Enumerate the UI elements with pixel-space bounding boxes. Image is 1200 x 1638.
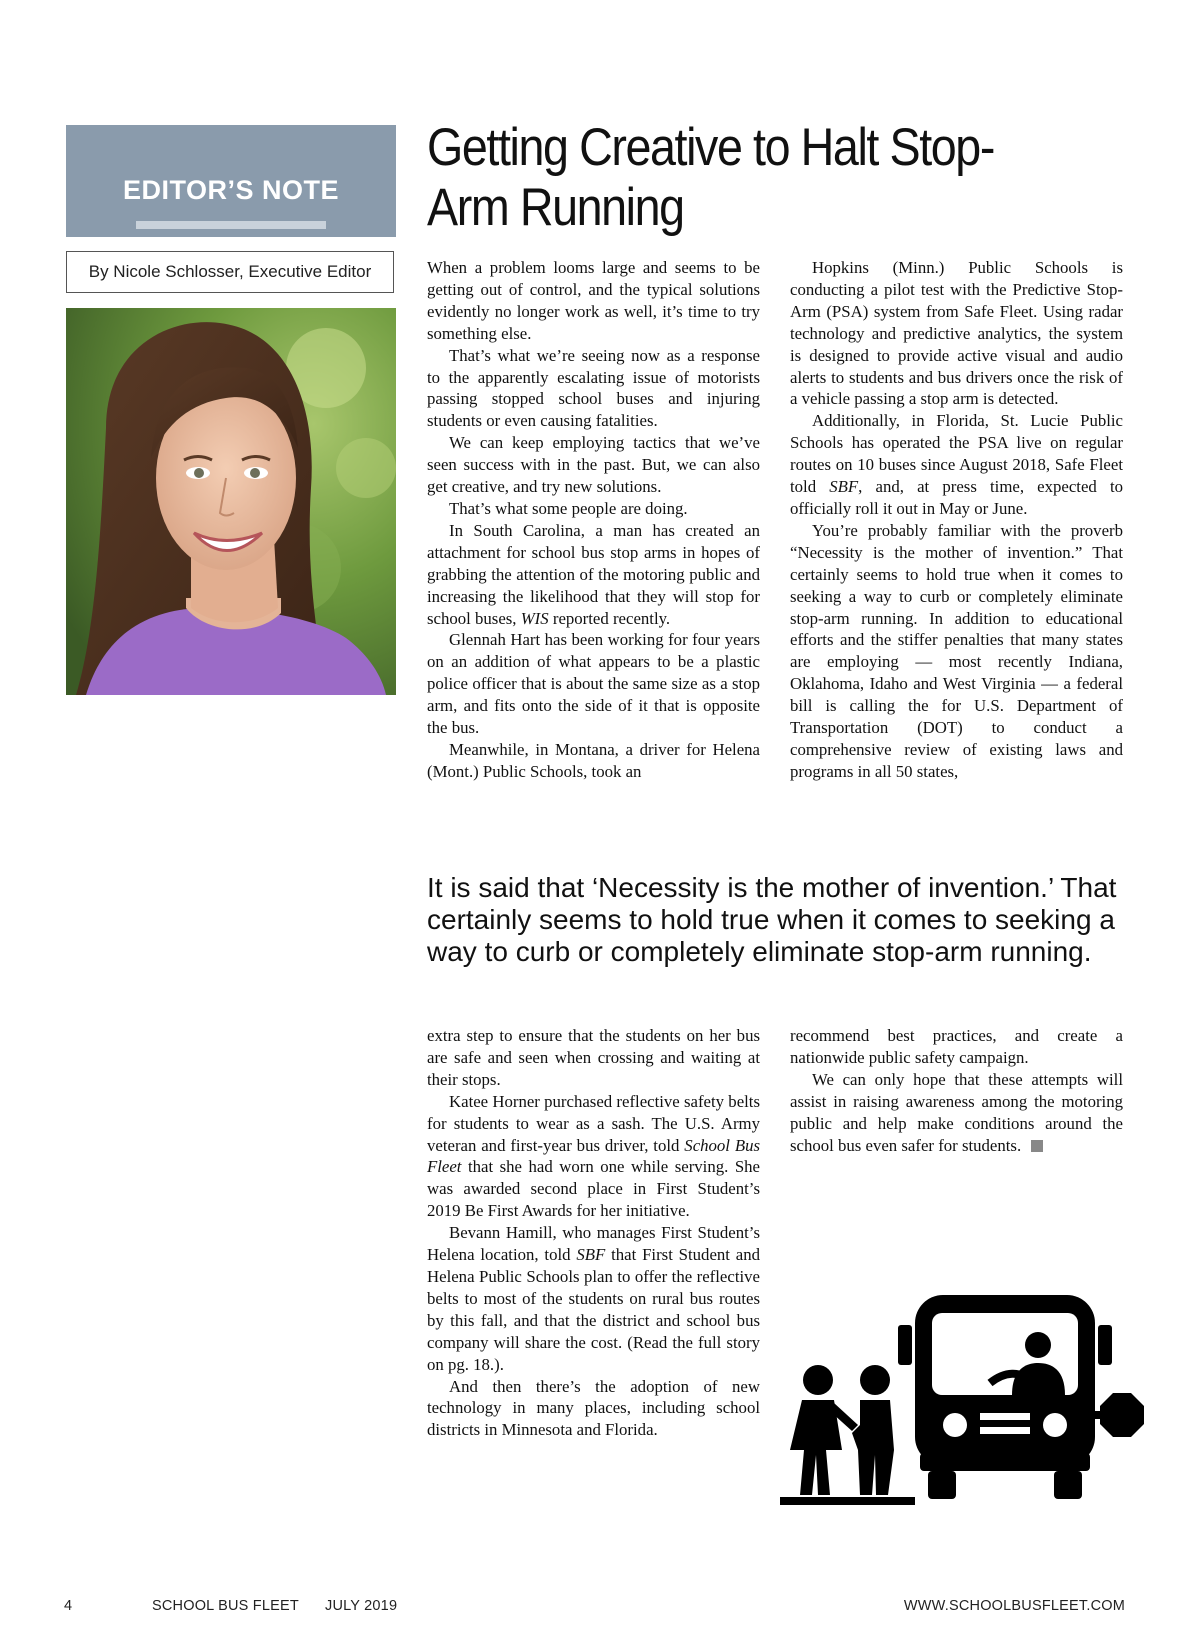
paragraph: And then there’s the adoption of new technology in many places, including school districts in Minnesota and Florida.: [427, 1376, 760, 1440]
paragraph-text: that she had worn one while serving. She was awarded second place in First Student’s 2019 Be First Awards for her initiative.: [427, 1157, 760, 1221]
paragraph-text: Additionally, in Florida, St. Lucie Public Schools has operated the PSA live on regular routes on 10 buses since August 2018, Safe Fleet told: [790, 411, 1123, 497]
article-column-2: [790, 257, 1123, 783]
paragraph: You’re probably familiar with the proverb “Necessity is the mother of invention.” That certainly seems to hold true when it comes to seeking a way to curb or completely eliminate stop-arm running. In addition to educational efforts and the stiffer penalties that many states are employing — most recently Indiana, Oklahoma, Idaho and West Virginia — a federal bill is calling the for U.S. Department of Transportation (DOT) to conduct a comprehensive review of existing laws and programs in all 50 states,: [790, 520, 1123, 781]
paragraph: recommend best practices, and create a nationwide public safety campaign.: [790, 1026, 1123, 1067]
paragraph: [427, 1091, 760, 1222]
paragraph-text: Katee Horner purchased reflective safety belts for students to wear as a sash. The U.S. Army veteran and first-year bus driver, told: [427, 1091, 760, 1155]
paragraph: That’s what some people are doing.: [449, 498, 688, 518]
paragraph-text: that First Student and Helena Public Schools plan to offer the reflective belts to most of the students on rural bus routes by this fall, and that the district and school bus company will share the cost. (Read the full story on pg. 18.).: [427, 1245, 761, 1374]
website-link[interactable]: WWW.SCHOOLBUSFLEET.COM: [903, 1598, 1125, 1614]
publication-italic: School Bus Fleet: [427, 1135, 761, 1177]
paragraph-text: In South Carolina, a man has created an attachment for school bus stop arms in hopes of grabbing the attention of the motoring public and increasing the likelihood that they will stop for school buses,: [427, 520, 760, 628]
page-number: 4: [64, 1598, 73, 1614]
publication-name: SCHOOL BUS FLEET: [152, 1598, 299, 1614]
editors-note-banner: [66, 125, 396, 237]
editors-note-rule: [136, 221, 326, 229]
paragraph-text: , and, at press time, expected to officially roll it out in May or June.: [790, 477, 1123, 518]
paragraph-text: reported recently.: [548, 608, 671, 628]
paragraph: When a problem looms large and seems to be getting out of control, and the typical solutions evidently no longer work as well, it’s time to try something else.: [427, 258, 760, 343]
issue-date: JULY 2019: [325, 1598, 398, 1614]
end-of-article-mark-icon: [1031, 1140, 1043, 1152]
article-column-3: [427, 1025, 760, 1441]
paragraph: [427, 1222, 760, 1375]
paragraph: Hopkins (Minn.) Public Schools is conducting a pilot test with the Predictive Stop-Arm (PSA) system from Safe Fleet. Using radar technology and predictive analytics, the system is designed to provide active visual and audio alerts to students and bus drivers once the risk of a vehicle passing a stop arm is detected.: [790, 258, 1123, 409]
paragraph: Glennah Hart has been working for four years on an addition of what appears to be a plastic police officer that is about the same size as a stop arm, and fits onto the side of it that is opposite the bus.: [427, 630, 760, 738]
paragraph-text: We can only hope that these attempts will assist in raising awareness among the motoring public and help make conditions around the school bus even safer for students.: [790, 1069, 1123, 1155]
paragraph: [790, 410, 1123, 520]
article-column-1: [427, 257, 760, 783]
paragraph: [427, 520, 760, 630]
publication-italic: WIS: [520, 608, 549, 628]
editor-portrait-photo: [66, 308, 396, 695]
school-bus-stop-icon: [780, 1285, 1150, 1505]
byline: By Nicole Schlosser, Executive Editor: [66, 251, 394, 293]
article-column-4: [790, 1025, 1123, 1156]
paragraph: That’s what we’re seeing now as a response to the apparently escalating issue of motorists passing stopped school buses and injuring students or even causing fatalities.: [427, 345, 760, 431]
article-headline: Getting Creative to Halt Stop-Arm Running: [427, 118, 994, 237]
paragraph: [790, 1069, 1123, 1157]
paragraph: We can keep employing tactics that we’ve seen success with in the past. But, we can also get creative, and try new solutions.: [427, 433, 760, 497]
paragraph: Meanwhile, in Montana, a driver for Helena (Mont.) Public Schools, took an: [427, 739, 760, 781]
editors-note-label: EDITOR’S NOTE: [122, 175, 340, 205]
paragraph-text: Bevann Hamill, who manages First Student’s Helena location, told: [427, 1223, 760, 1265]
paragraph: extra step to ensure that the students on her bus are safe and seen when crossing and waiting at their stops.: [427, 1026, 760, 1089]
publication-italic: SBF: [829, 477, 859, 497]
publication-italic: SBF: [576, 1245, 606, 1265]
pull-quote: It is said that ‘Necessity is the mother of invention.’ That certainly seems to hold true when it comes to seeking a way to curb or completely eliminate stop-arm running.: [427, 872, 1117, 967]
